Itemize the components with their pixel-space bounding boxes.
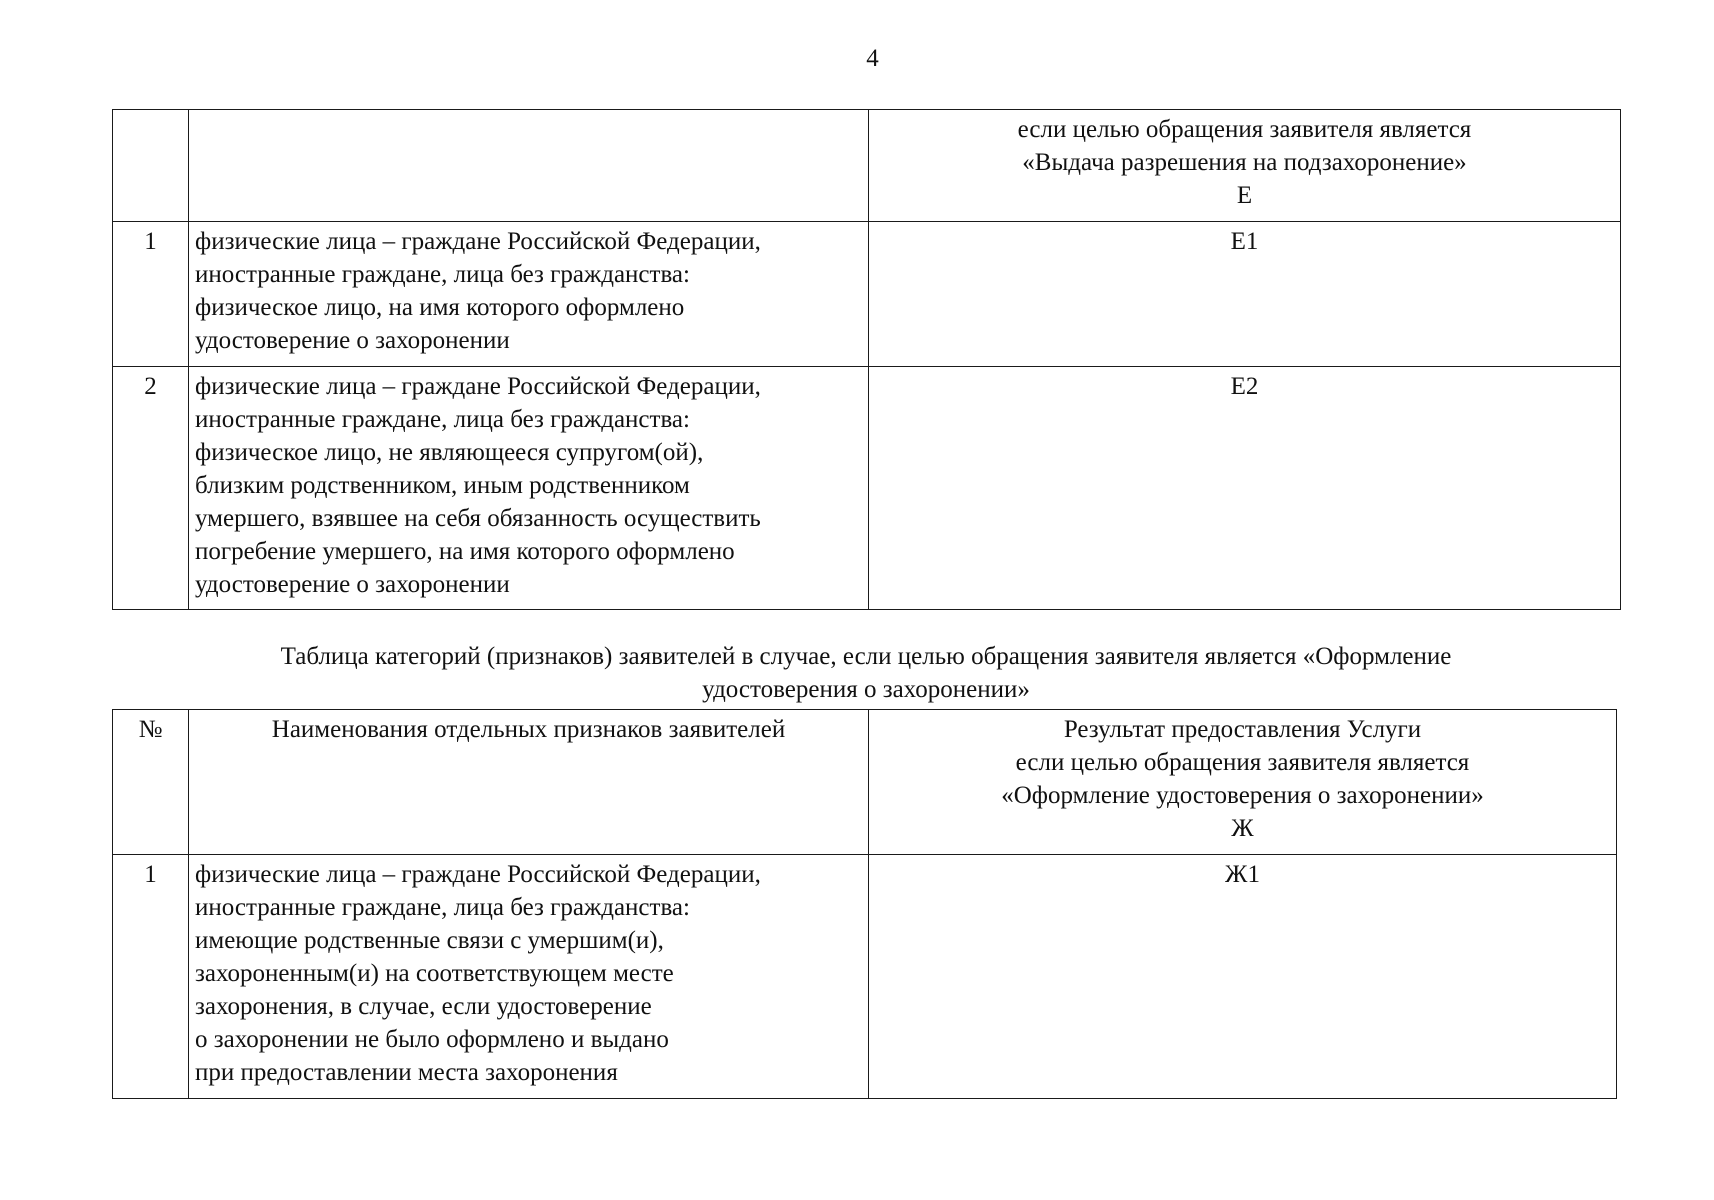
header-result-line: Е [1236, 182, 1253, 209]
row-text-line: близким родственником, иным родственником [195, 472, 690, 499]
applicant-categories-table-burial-certificate [112, 709, 1617, 1099]
row-text-line: при предоставлении места захоронения [195, 1059, 618, 1086]
row-num-cell: 1 [113, 222, 189, 367]
header-num-cell [113, 110, 189, 222]
header-result-cell [869, 110, 1621, 222]
header-result-line: «Оформление удостоверения о захоронении» [1001, 782, 1484, 809]
row-text-line: физические лица – граждане Российской Федерации, [195, 861, 761, 888]
row-result-cell: Е2 [869, 367, 1621, 610]
applicant-categories-table-reburial [112, 109, 1621, 610]
header-result-line: Ж [1231, 815, 1254, 842]
header-result-line: если целью обращения заявителя является [1017, 116, 1472, 143]
row-text-line: физическое лицо, на имя которого оформлено [195, 294, 685, 321]
row-text-line: физические лица – граждане Российской Федерации, [195, 228, 761, 255]
row-result-cell: Е1 [869, 222, 1621, 367]
row-text-line: имеющие родственные связи с умершим(и), [195, 927, 664, 954]
row-text-line: иностранные граждане, лица без гражданства: [195, 406, 690, 433]
table-row [113, 367, 1621, 610]
row-attribute-cell [189, 367, 869, 610]
header-num-cell: № [113, 710, 189, 855]
table-row [113, 222, 1621, 367]
header-result-cell [869, 710, 1617, 855]
row-num-cell: 1 [113, 855, 189, 1099]
row-text-line: иностранные граждане, лица без гражданства: [195, 261, 690, 288]
row-result-cell: Ж1 [869, 855, 1617, 1099]
header-result-line: Результат предоставления Услуги [1063, 716, 1422, 743]
row-text-line: удостоверение о захоронении [195, 327, 510, 354]
table-header-row [113, 710, 1617, 855]
row-text-line: захоронения, в случае, если удостоверение [195, 993, 652, 1020]
row-text-line: захороненным(и) на соответствующем месте [195, 960, 674, 987]
header-result-line: «Выдача разрешения на подзахоронение» [1022, 149, 1467, 176]
row-text-line: удостоверение о захоронении [195, 571, 510, 598]
header-attribute-cell: Наименования отдельных признаков заявителей [189, 710, 869, 855]
caption-line: удостоверения о захоронении» [702, 676, 1030, 703]
table-row [113, 855, 1617, 1099]
row-text-line: умершего, взявшее на себя обязанность осуществить [195, 505, 761, 532]
row-attribute-cell [189, 222, 869, 367]
row-attribute-cell [189, 855, 869, 1099]
row-text-line: физические лица – граждане Российской Федерации, [195, 373, 761, 400]
row-text-line: физическое лицо, не являющееся супругом(ой), [195, 439, 704, 466]
page-number: 4 [866, 45, 879, 72]
row-text-line: иностранные граждане, лица без гражданства: [195, 894, 690, 921]
table-caption [112, 640, 1620, 706]
row-text-line: погребение умершего, на имя которого оформлено [195, 538, 735, 565]
row-num-cell: 2 [113, 367, 189, 610]
table-header-row [113, 110, 1621, 222]
header-attribute-cell [189, 110, 869, 222]
header-result-line: если целью обращения заявителя является [1015, 749, 1470, 776]
caption-line: Таблица категорий (признаков) заявителей в случае, если целью обращения заявителя является «Оформление [280, 643, 1452, 670]
row-text-line: о захоронении не было оформлено и выдано [195, 1026, 669, 1053]
